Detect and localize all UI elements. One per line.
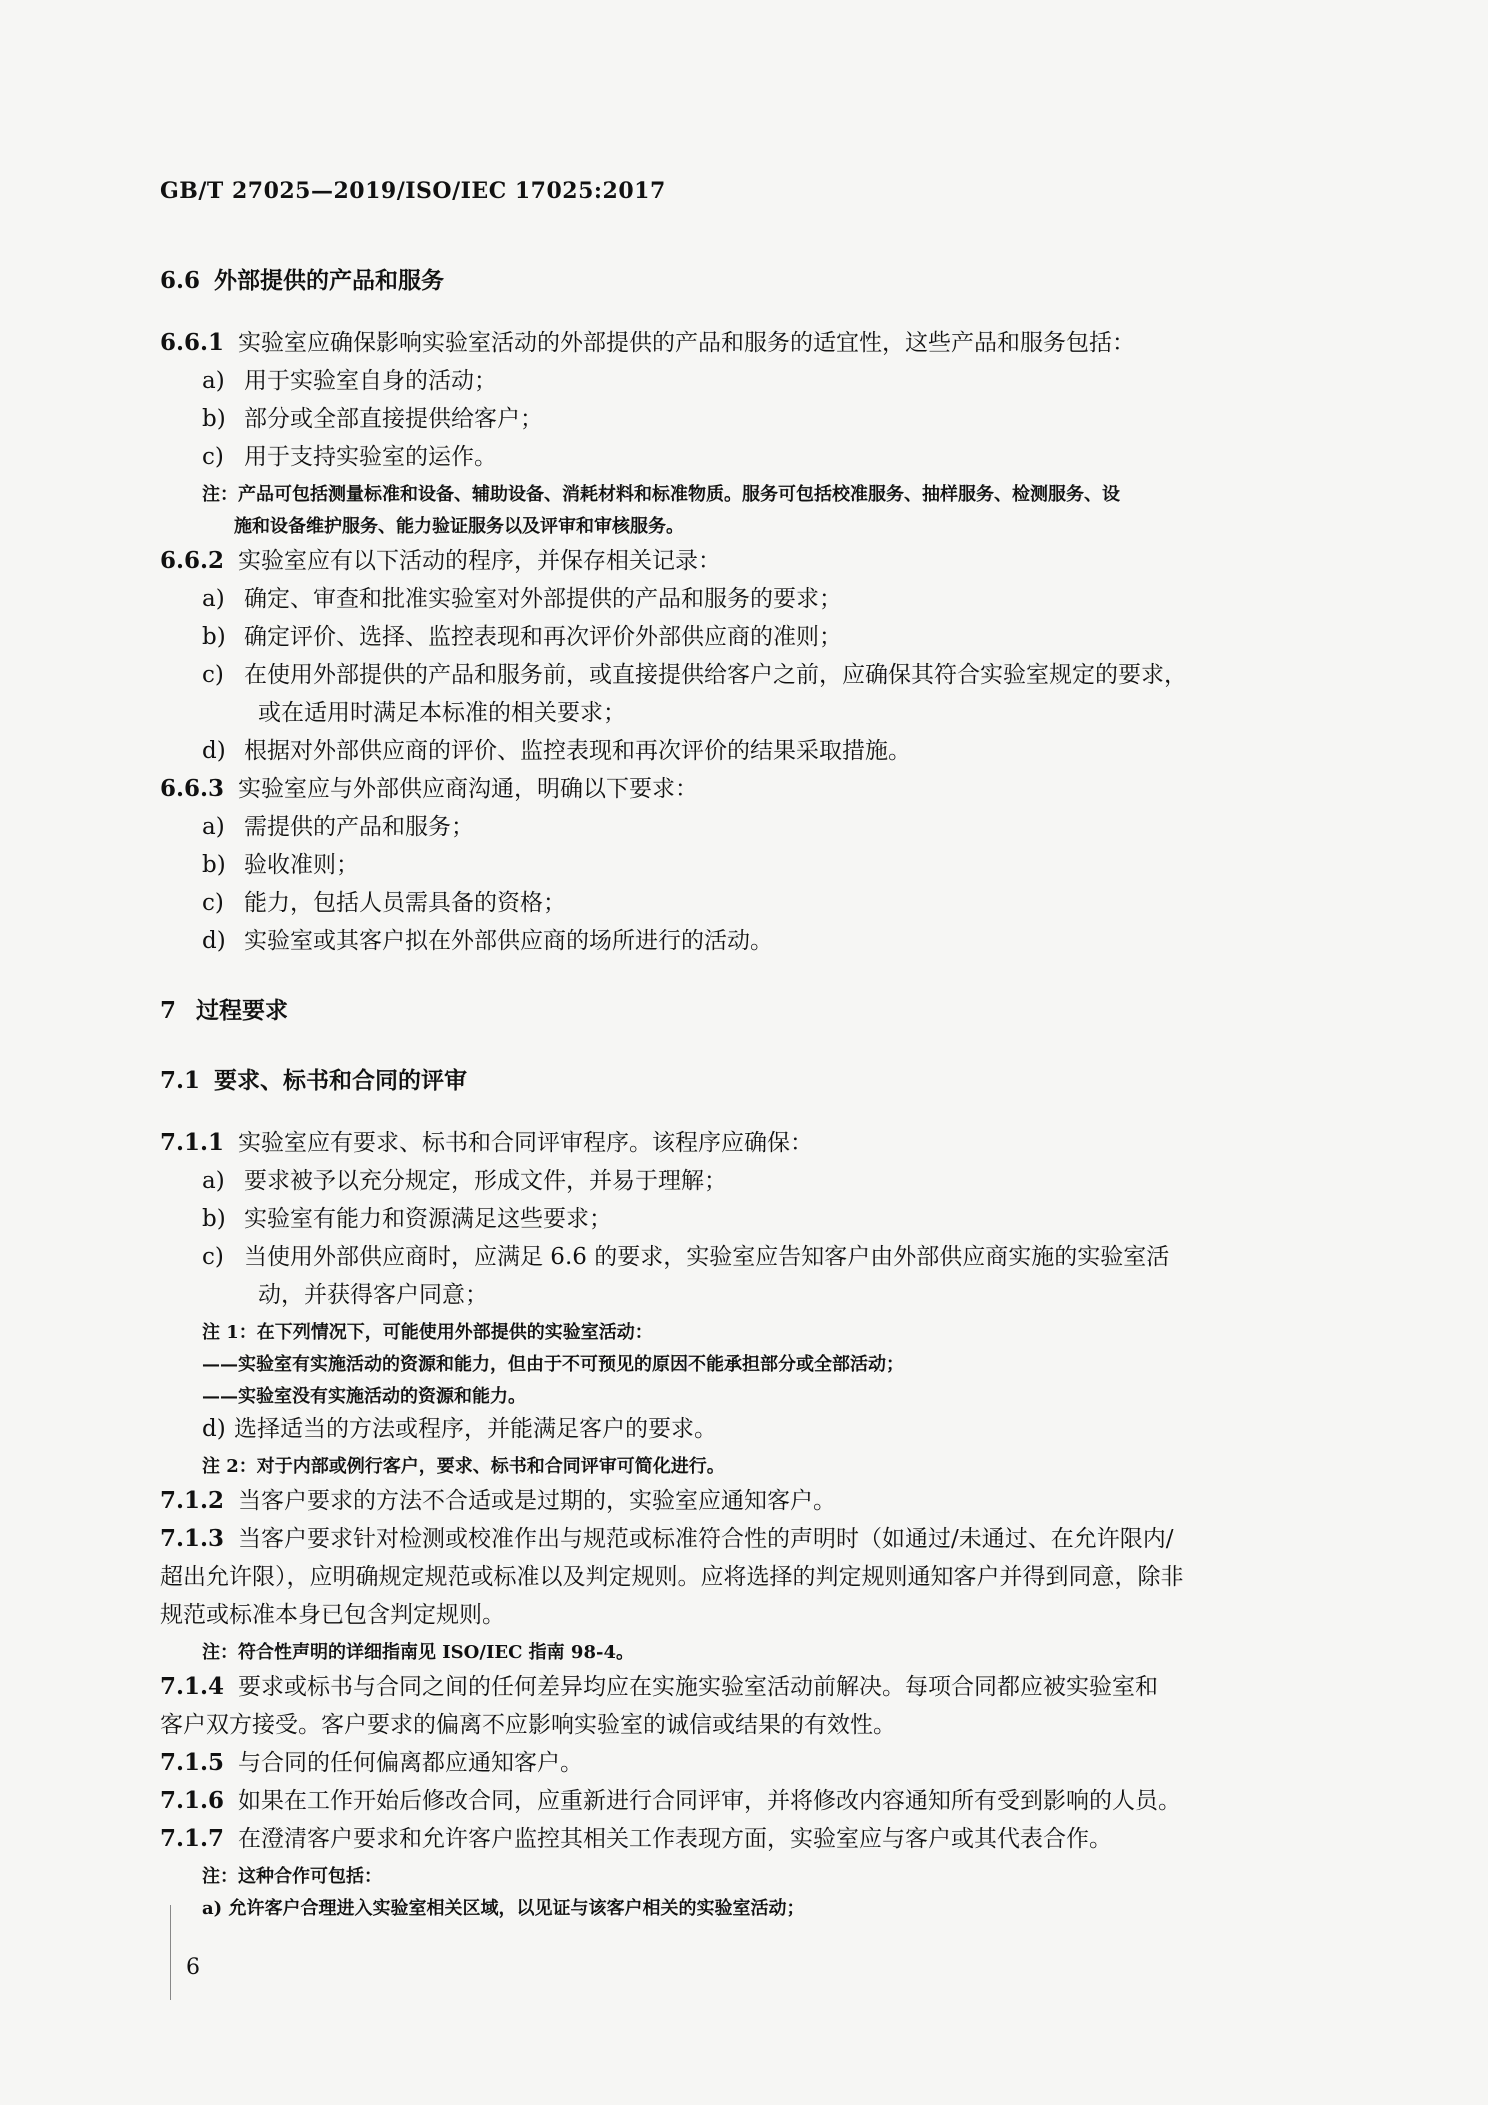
item-label: c) xyxy=(202,1244,224,1270)
line-text: 外部提供的产品和服务 xyxy=(214,267,444,294)
line-text: 实验室应有要求、标书和合同评审程序。该程序应确保： xyxy=(238,1130,813,1156)
line-text: 当客户要求的方法不合适或是过期的，实验室应通知客户。 xyxy=(238,1488,836,1514)
list-item xyxy=(160,1710,896,1740)
line-text: 要求被予以充分规定，形成文件，并易于理解； xyxy=(244,1168,727,1194)
item-label: a) xyxy=(202,586,225,612)
list-item xyxy=(160,1600,505,1630)
margin-line xyxy=(170,1905,171,2000)
line-text: 超出允许限），应明确规定规范或标准以及判定规则。应将选择的判定规则通知客户并得到同意，除非 xyxy=(160,1564,1184,1590)
section-heading xyxy=(160,996,288,1026)
list-item xyxy=(202,812,474,842)
line-text: 动，并获得客户同意； xyxy=(258,1282,488,1308)
list-item xyxy=(202,888,566,918)
list-item xyxy=(160,1562,1184,1592)
line-text: 过程要求 xyxy=(196,997,288,1024)
clause-paragraph xyxy=(160,328,1135,358)
line-text: 选择适当的方法或程序，并能满足客户的要求。 xyxy=(234,1416,717,1442)
clause-paragraph xyxy=(160,1672,1158,1702)
line-text: 确定、审查和批准实验室对外部提供的产品和服务的要求； xyxy=(244,586,842,612)
clause-paragraph xyxy=(160,1786,1181,1816)
clause-number: 7.1.6 xyxy=(160,1787,225,1814)
clause-number: 6.6.1 xyxy=(160,329,225,356)
list-item xyxy=(202,404,543,434)
item-label: d) xyxy=(202,738,226,764)
note-text xyxy=(202,480,1120,510)
line-text: ——实验室没有实施活动的资源和能力。 xyxy=(202,1386,526,1407)
clause-paragraph xyxy=(160,1824,1112,1854)
list-item xyxy=(202,584,842,614)
line-text: 需提供的产品和服务； xyxy=(244,814,474,840)
item-label: d) xyxy=(202,928,226,954)
line-text: 用于实验室自身的活动； xyxy=(244,368,497,394)
item-label: a) xyxy=(202,1168,225,1194)
clause-paragraph xyxy=(160,546,721,576)
clause-number: 7.1.7 xyxy=(160,1825,225,1852)
line-text: 实验室应确保影响实验室活动的外部提供的产品和服务的适宜性，这些产品和服务包括： xyxy=(238,330,1135,356)
page-number: 6 xyxy=(186,1955,200,1980)
line-text: 客户双方接受。客户要求的偏离不应影响实验室的诚信或结果的有效性。 xyxy=(160,1712,896,1738)
item-label: b) xyxy=(202,406,226,432)
list-item xyxy=(258,698,626,728)
list-item xyxy=(202,736,911,766)
clause-number: 7.1.3 xyxy=(160,1525,225,1552)
list-item xyxy=(202,442,497,472)
line-text: 实验室应有以下活动的程序，并保存相关记录： xyxy=(238,548,721,574)
list-item xyxy=(202,926,773,956)
standard-header: GB/T 27025—2019/ISO/IEC 17025:2017 xyxy=(160,178,666,204)
section-heading xyxy=(160,1066,467,1096)
clause-paragraph xyxy=(160,774,698,804)
clause-number: 6.6.2 xyxy=(160,547,225,574)
note-text xyxy=(202,1382,526,1412)
note-text xyxy=(202,1862,382,1892)
note-text xyxy=(234,512,684,542)
line-text: 根据对外部供应商的评价、监控表现和再次评价的结果采取措施。 xyxy=(244,738,911,764)
line-text: 验收准则； xyxy=(244,852,359,878)
line-text: 与合同的任何偏离都应通知客户。 xyxy=(238,1750,583,1776)
line-text: 注 1：在下列情况下，可能使用外部提供的实验室活动： xyxy=(202,1322,653,1343)
item-label: d) xyxy=(202,1416,226,1442)
clause-number: 7.1.1 xyxy=(160,1129,225,1156)
list-item xyxy=(202,366,497,396)
clause-number: 7.1.5 xyxy=(160,1749,225,1776)
item-label: c) xyxy=(202,662,224,688)
line-text: 注：产品可包括测量标准和设备、辅助设备、消耗材料和标准物质。服务可包括校准服务、抽样服务、检测服务、设 xyxy=(202,484,1120,505)
clause-number: 7.1.4 xyxy=(160,1673,225,1700)
line-text: 要求、标书和合同的评审 xyxy=(214,1067,467,1094)
line-text: 在使用外部提供的产品和服务前，或直接提供给客户之前，应确保其符合实验室规定的要求， xyxy=(244,662,1187,688)
list-item xyxy=(258,1280,488,1310)
line-text: 当客户要求针对检测或校准作出与规范或标准符合性的声明时（如通过/未通过、在允许限内/ xyxy=(238,1526,1174,1552)
section-heading xyxy=(160,266,444,296)
list-item xyxy=(202,622,842,652)
line-text: ——实验室有实施活动的资源和能力，但由于不可预见的原因不能承担部分或全部活动； xyxy=(202,1354,904,1375)
line-text: 注：这种合作可包括： xyxy=(202,1866,382,1887)
list-item xyxy=(202,1166,727,1196)
list-item xyxy=(202,850,359,880)
list-item xyxy=(202,660,1187,690)
line-text: 规范或标准本身已包含判定规则。 xyxy=(160,1602,505,1628)
line-text: 部分或全部直接提供给客户； xyxy=(244,406,543,432)
clause-number: 6.6 xyxy=(160,267,201,294)
item-label: b) xyxy=(202,624,226,650)
line-text: 在澄清客户要求和允许客户监控其相关工作表现方面，实验室应与客户或其代表合作。 xyxy=(238,1826,1112,1852)
line-text: 确定评价、选择、监控表现和再次评价外部供应商的准则； xyxy=(244,624,842,650)
line-text: a) 允许客户合理进入实验室相关区域，以见证与该客户相关的实验室活动； xyxy=(202,1898,805,1919)
clause-number: 7.1 xyxy=(160,1067,201,1094)
line-text: 如果在工作开始后修改合同，应重新进行合同评审，并将修改内容通知所有受到影响的人员。 xyxy=(238,1788,1181,1814)
clause-number: 6.6.3 xyxy=(160,775,225,802)
note-text xyxy=(202,1318,653,1348)
line-text: 注 2：对于内部或例行客户，要求、标书和合同评审可简化进行。 xyxy=(202,1456,725,1477)
list-item xyxy=(202,1204,612,1234)
line-text: 能力，包括人员需具备的资格； xyxy=(244,890,566,916)
clause-number: 7 xyxy=(160,997,177,1024)
line-text: 当使用外部供应商时，应满足 6.6 的要求，实验室应告知客户由外部供应商实施的实验室活 xyxy=(244,1244,1170,1270)
item-label: c) xyxy=(202,444,224,470)
list-item xyxy=(202,1242,1169,1272)
list-item xyxy=(202,1414,717,1444)
note-text xyxy=(202,1638,634,1668)
line-text: 要求或标书与合同之间的任何差异均应在实施实验室活动前解决。每项合同都应被实验室和 xyxy=(238,1674,1158,1700)
item-label: b) xyxy=(202,1206,226,1232)
clause-paragraph xyxy=(160,1128,813,1158)
line-text: 实验室或其客户拟在外部供应商的场所进行的活动。 xyxy=(244,928,773,954)
item-label: a) xyxy=(202,368,225,394)
item-label: c) xyxy=(202,890,224,916)
item-label: b) xyxy=(202,852,226,878)
clause-number: 7.1.2 xyxy=(160,1487,225,1514)
clause-paragraph xyxy=(160,1486,836,1516)
line-text: 或在适用时满足本标准的相关要求； xyxy=(258,700,626,726)
clause-paragraph xyxy=(160,1748,583,1778)
item-label: a) xyxy=(202,814,225,840)
line-text: 用于支持实验室的运作。 xyxy=(244,444,497,470)
note-text xyxy=(202,1452,725,1482)
clause-paragraph xyxy=(160,1524,1174,1554)
note-text xyxy=(202,1894,804,1924)
line-text: 实验室应与外部供应商沟通，明确以下要求： xyxy=(238,776,698,802)
line-text: 施和设备维护服务、能力验证服务以及评审和审核服务。 xyxy=(234,516,684,537)
line-text: 注：符合性声明的详细指南见 ISO/IEC 指南 98-4。 xyxy=(202,1642,634,1663)
line-text: 实验室有能力和资源满足这些要求； xyxy=(244,1206,612,1232)
note-text xyxy=(202,1350,904,1380)
